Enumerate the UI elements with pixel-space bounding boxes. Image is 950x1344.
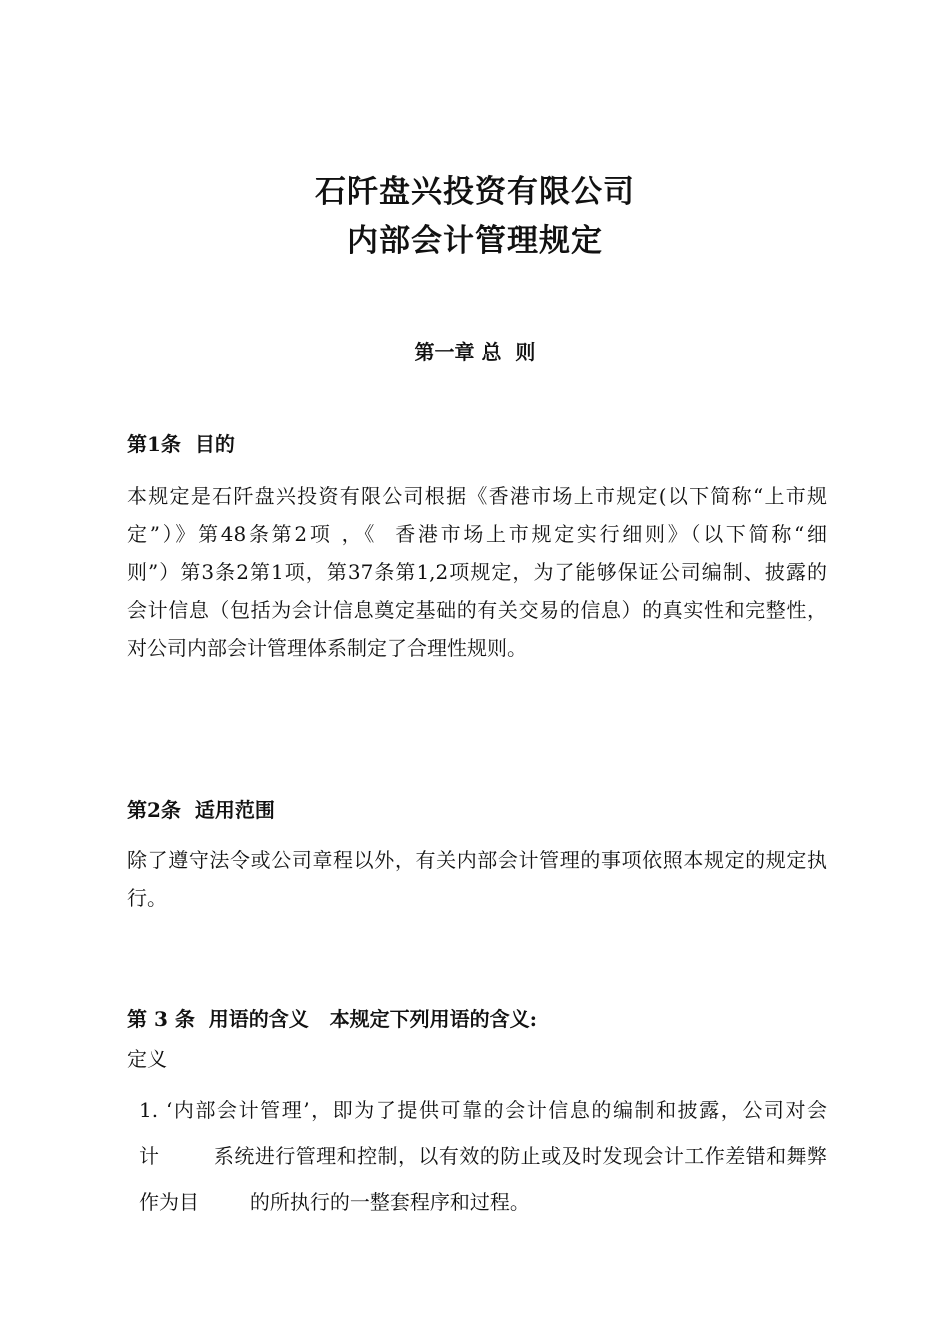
article2-line: 除了遵守法令或公司章程以外，有关内部会计管理的事项依照本规定的规定执 — [127, 848, 827, 872]
definition-line: 计 系统进行管理和控制，以有效的防止或及时发现会计工作差错和舞弊 — [139, 1144, 827, 1168]
article1-line: 会计信息（包括为会计信息奠定基础的有关交易的信息）的真实性和完整性， — [127, 598, 827, 622]
chapter-title: 第一章 总 则 — [414, 340, 536, 364]
definition-line: 1. ‘内部会计管理’，即为了提供可靠的会计信息的编制和披露，公司对会 — [139, 1098, 827, 1122]
article1-line: 对公司内部会计管理体系制定了合理性规则。 — [127, 636, 527, 660]
definition-line: 作为目 的所执行的一整套程序和过程。 — [139, 1190, 530, 1214]
article1-line: 定”）》第48条第2项 ，《 香港市场上市规定实行细则》（以下简称“细 — [127, 522, 827, 546]
article2-body — [127, 841, 827, 917]
article1-line: 则”）第3条2第1项，第37条第1,2项规定，为了能够保证公司编制、披露的 — [127, 560, 827, 584]
document-title-company: 石阡盘兴投资有限公司 — [315, 174, 635, 210]
article1-heading: 第1条 目的 — [127, 432, 235, 456]
definition-item-1 — [139, 1091, 827, 1229]
document-title-regulation: 内部会计管理规定 — [347, 223, 603, 259]
article1-body — [127, 477, 827, 667]
article3-subheading: 定义 — [127, 1047, 167, 1071]
article2-heading: 第2条 适用范围 — [127, 798, 275, 822]
article2-line: 行。 — [127, 886, 167, 910]
article3-heading: 第 3 条 用语的含义 本规定下列用语的含义: — [127, 1007, 538, 1031]
article1-line: 本规定是石阡盘兴投资有限公司根据《香港市场上市规定(以下简称“上市规 — [127, 484, 827, 508]
